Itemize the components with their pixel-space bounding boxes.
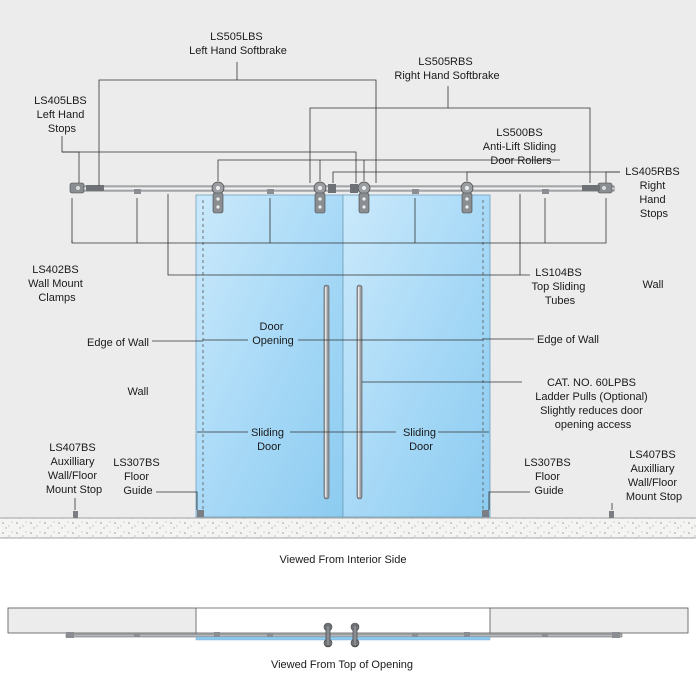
caption-interior-view: Viewed From Interior Side xyxy=(279,554,407,566)
aux-stop-left xyxy=(73,511,78,518)
floor xyxy=(0,518,696,538)
label-edge-of-wall-left: Edge of Wall xyxy=(87,337,149,349)
roller-3 xyxy=(358,182,370,213)
right-hand-stop xyxy=(598,183,612,193)
label-ls407bs-right: LS407BS Auxilliary Wall/Floor Mount Stop xyxy=(625,449,683,503)
left-hand-stop xyxy=(70,183,84,193)
ladder-pull-right xyxy=(357,285,362,499)
floor-guide-left xyxy=(197,510,204,517)
floor-guide-right xyxy=(482,510,489,517)
label-edge-of-wall-right: Edge of Wall xyxy=(537,334,599,346)
label-ls505rbs: LS505RBS Right Hand Softbrake xyxy=(394,56,500,82)
label-ls405lbs: LS405LBS Left Hand Stops xyxy=(34,95,87,135)
roller-2 xyxy=(314,182,326,213)
label-ls307bs-left: LS307BS Floor Guide xyxy=(113,457,160,497)
caption-top-view: Viewed From Top of Opening xyxy=(270,659,414,671)
label-sliding-door-left: Sliding Door xyxy=(250,427,284,453)
roller-4 xyxy=(461,182,473,213)
roller-1 xyxy=(212,182,224,213)
right-softbrake xyxy=(582,185,600,191)
left-softbrake xyxy=(86,185,104,191)
ladder-pull-left xyxy=(324,285,329,499)
top-view xyxy=(8,608,688,647)
label-ls500bs: LS500BS Anti-Lift Sliding Door Rollers xyxy=(482,127,557,167)
label-ls505lbs: LS505LBS Left Hand Softbrake xyxy=(189,31,287,57)
top-sliding-tube xyxy=(74,186,614,191)
label-ls402bs: LS402BS Wall Mount Clamps xyxy=(28,264,83,304)
label-ls407bs-left: LS407BS Auxilliary Wall/Floor Mount Stop xyxy=(45,442,103,496)
label-ls104bs: LS104BS Top Sliding Tubes xyxy=(531,267,586,307)
label-ls307bs-right: LS307BS Floor Guide xyxy=(524,457,571,497)
label-sliding-door-right: Sliding Door xyxy=(402,427,436,453)
label-door-opening: Door Opening xyxy=(252,321,294,347)
label-wall-right: Wall xyxy=(642,279,664,291)
aux-stop-right xyxy=(609,511,614,518)
center-softbrake-right xyxy=(350,184,358,193)
label-ladder-pulls: CAT. NO. 60LPBS Ladder Pulls (Optional) Slightly reduces door opening access xyxy=(535,377,648,431)
label-wall-left: Wall xyxy=(127,386,149,398)
label-ls405rbs: LS405RBS Right Hand Stops xyxy=(625,166,680,220)
center-softbrake-left xyxy=(328,184,336,193)
